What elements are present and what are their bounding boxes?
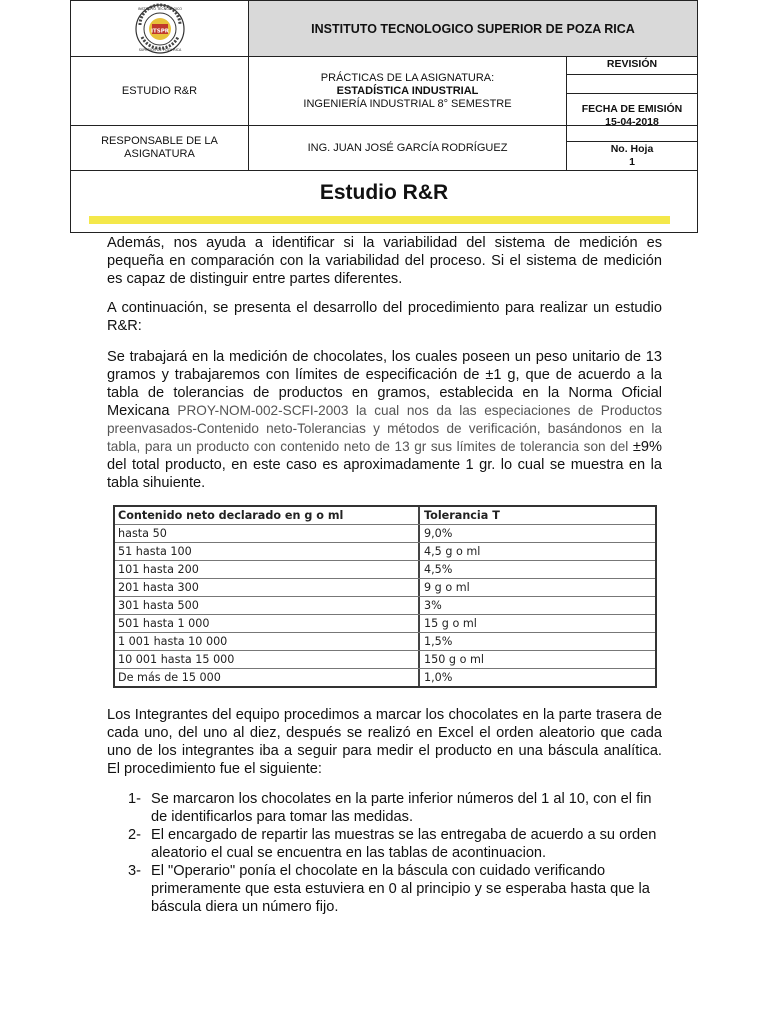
header-row-responsible [71,126,697,171]
table-row [115,525,655,543]
paragraph-procedure: A continuación, se presenta el desarrollo del procedimiento para realizar un estudio R&R: [107,300,662,334]
table-row [115,615,655,633]
list-text: El "Operario" ponía el chocolate en la báscula con cuidado verificando primeramente que esta estuviera en 0 al principio y se esperaba hasta que la báscula diera un número fijo. [151,863,650,915]
table-cell: 9,0% [424,527,453,540]
table-cell: 4,5% [424,563,453,576]
title-area [71,171,697,233]
responsible-label [71,126,249,170]
table-row [115,543,655,561]
table-cell: 101 hasta 200 [115,561,420,578]
logo-cell [71,1,249,56]
table-row [115,669,655,687]
table-cell: hasta 50 [115,525,420,542]
table-cell: 4,5 g o ml [424,545,481,558]
table-cell: 150 g o ml [424,653,484,666]
table-cell: 201 hasta 300 [115,579,420,596]
revision-value [567,76,697,94]
sheet-spacer [567,126,697,142]
institute-name: INSTITUTO TECNOLOGICO SUPERIOR DE POZA RICA [249,1,697,56]
table-row [115,579,655,597]
logo-ring-bottom: SUPERIOR DE POZA RICA [138,48,182,52]
sheet-number: 1 [629,156,635,168]
sheet-label: No. Hoja [610,143,654,155]
table-cell: 9 g o ml [424,581,470,594]
table-cell: 15 g o ml [424,617,477,630]
table-cell: 3% [424,599,442,612]
revision-issue-cell [567,57,697,128]
table-cell: 501 hasta 1 000 [115,615,420,632]
logo-ring-top: INSTITUTO TECNOLOGICO [137,7,183,11]
list-number: 2- [128,827,141,843]
paragraph-chocolates-part3: ±9% del total producto, en este caso es aproximadamente 1 gr. lo cual se muestra en la tabla sihuiente. [107,439,662,491]
table-cell: 301 hasta 500 [115,597,420,614]
practices-subject: ESTADÍSTICA INDUSTRIAL [336,84,479,97]
table-cell: 1,5% [424,635,453,648]
table-row [115,561,655,579]
career-line: INGENIERÍA INDUSTRIAL 8° SEMESTRE [303,97,512,110]
title-underline-bar [89,216,670,224]
paragraph-team: Los Integrantes del equipo procedimos a marcar los chocolates en la parte trasera de cada uno, del uno al diez, después se realizó en Excel el orden aleatorio que cada uno de los integrantes iba a seguir para medir el producto en una báscula analítica. El procedimiento fue el siguiente: [107,707,662,777]
paragraph-chocolates-norm: PROY-NOM-002-SCFI-2003 la cual nos da las especiaciones de Productos preenvasados-Contenido neto-Tolerancias y métodos de verificación, basándonos en la tabla, para un producto con contenido neto de 13 gr sus límites de tolerancia son del [107,403,662,454]
list-number: 1- [128,791,141,807]
practices-line [288,72,528,98]
practices-info [249,57,567,125]
responsible-label-text: RESPONSABLE DE LA ASIGNATURA [101,135,218,160]
tolerance-table [113,505,657,688]
revision-label: REVISIÓN [567,57,697,75]
list-number: 3- [128,863,141,879]
list-text: Se marcaron los chocolates en la parte inferior números del 1 al 10, con el fin de identificarlos para tomar las medidas. [151,791,652,825]
paragraph-intro: Además, nos ayuda a identificar si la variabilidad del sistema de medición es pequeña en comparación con la variabilidad del proceso. Si el sistema de medición es capaz de distinguir entre partes diferentes. [107,235,662,287]
issue-date: 15-04-2018 [605,116,659,128]
responsible-name: ING. JUAN JOSÉ GARCÍA RODRÍGUEZ [249,126,567,170]
table-row [115,633,655,651]
table-header-tolerance: Tolerancia T [424,509,500,522]
paragraph-chocolates-part1: Se trabajará en la medición de chocolates, los cuales poseen un peso unitario de 13 gramos y trabajaremos con límites de especificación de ±1 g, que de acuerdo a la tabla de tolerancias de productos en gramos, establecida en la Norma Oficial Mexicana [107,349,662,419]
table-cell: De más de 15 000 [115,669,420,686]
study-label: ESTUDIO R&R [71,57,249,125]
table-header-content: Contenido neto declarado en g o ml [115,507,420,524]
table-cell: 1,0% [424,671,453,684]
document-header [70,0,698,233]
table-row [115,651,655,669]
list-text: El encargado de repartir las muestras se las entregaba de acuerdo a su orden aleatorio el cual se encuentra en las tablas de acontinuacion. [151,827,657,861]
table-header-row [115,507,655,525]
header-row-institute [71,1,697,57]
issue-date-label: FECHA DE EMISIÓN [581,103,683,115]
table-cell: 1 001 hasta 10 000 [115,633,420,650]
sheet-cell [567,126,697,170]
paragraph-chocolates [107,348,662,492]
document-title: Estudio R&R [319,181,449,204]
table-cell: 10 001 hasta 15 000 [115,651,420,668]
table-row [115,597,655,615]
practices-prefix: PRÁCTICAS DE LA ASIGNATURA: [320,71,495,84]
header-row-practices [71,57,697,126]
logo-center-text: ITSPR [150,28,170,35]
table-cell: 51 hasta 100 [115,543,420,560]
institute-logo-icon [130,3,190,55]
